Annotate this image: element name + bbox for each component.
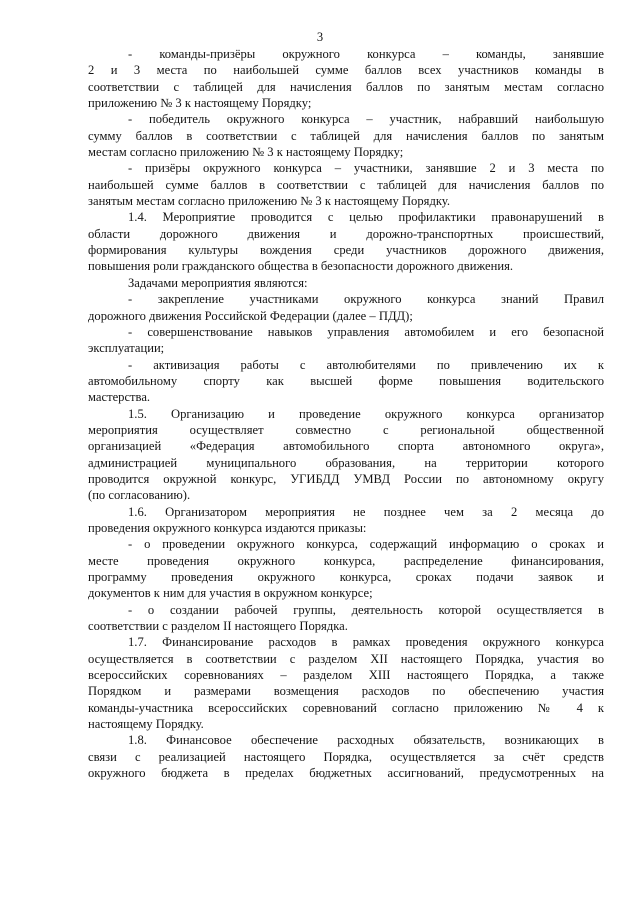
text-line: наибольшей сумме баллов в соответствии с таблицей для начисления баллов по xyxy=(88,177,604,192)
page-number: 3 xyxy=(316,30,324,44)
text-line: Порядком и размерами возмещения расходов по обеспечению участия xyxy=(88,684,604,699)
text-line: осуществляется в соответствии с разделом XII настоящего Порядка, участия во xyxy=(88,651,604,666)
text-line: - команды-призёры окружного конкурса – команды, занявшие xyxy=(128,47,604,61)
text-line: 1.5. Организацию и проведение окружного конкурса организатор xyxy=(128,406,604,421)
text-line: команды-участника всероссийских соревнований согласно приложению № 4 к xyxy=(88,700,604,715)
text-line: настоящему Порядку. xyxy=(88,717,204,732)
text-line: 1.4. Мероприятие проводится с целью профилактики правонарушений в xyxy=(128,210,604,225)
text-line: Задачами мероприятия являются: xyxy=(128,275,308,290)
text-line: - призёры окружного конкурса – участники, занявшие 2 и 3 места по xyxy=(128,161,604,176)
text-line: занятым местам согласно приложению № 3 к настоящему Порядку. xyxy=(88,194,450,209)
text-line: автомобильному спорту как высшей форме повышения водительского xyxy=(88,373,604,388)
text-line: месте проведения окружного конкурса, распределение финансирования, xyxy=(88,553,604,568)
text-line: 1.8. Финансовое обеспечение расходных обязательств, возникающих в xyxy=(128,733,604,748)
text-line: местам согласно приложению № 3 к настоящему Порядку; xyxy=(88,145,404,160)
text-line: - победитель окружного конкурса – участник, набравший наибольшую xyxy=(128,112,604,127)
text-line: (по согласованию). xyxy=(88,488,191,503)
text-line: организацией «Федерация автомобильного спорта автономного округа», xyxy=(88,439,604,454)
text-line: 2 и 3 места по наибольшей сумме баллов всех участников команды в xyxy=(88,63,604,78)
text-line: мероприятия осуществляет совместно с региональной общественной xyxy=(88,422,604,437)
text-line: проведения окружного конкурса издаются приказы: xyxy=(88,520,367,535)
text-line: приложению № 3 к настоящему Порядку; xyxy=(88,96,312,111)
text-line: - о создании рабочей группы, деятельность которой осуществляется в xyxy=(128,602,604,617)
text-line: сумму баллов в соответствии с таблицей для начисления баллов по занятым xyxy=(88,128,604,143)
text-line: 1.6. Организатором мероприятия не позднее чем за 2 месяца до xyxy=(128,504,604,519)
text-line: области дорожного движения и дорожно-транспортных происшествий, xyxy=(88,226,604,241)
text-line: мастерства. xyxy=(88,390,151,405)
text-line: соответствии с таблицей для начисления баллов по занятым местам согласно xyxy=(88,79,604,94)
text-line: эксплуатации; xyxy=(88,341,165,356)
text-line: администрацией муниципального образования, на территории которого xyxy=(88,455,604,470)
text-line: - о проведении окружного конкурса, содержащий информацию о сроках и xyxy=(128,537,604,552)
text-line: всероссийских соревнованиях – разделом XIII настоящего Порядка, а также xyxy=(88,668,604,683)
text-line: документов к ним для участия в окружном конкурсе; xyxy=(88,586,373,601)
text-line: формирования культуры вождения среди участников дорожного движения, xyxy=(88,243,604,258)
text-line: соответствии с разделом II настоящего Порядка. xyxy=(88,619,348,634)
text-line: дорожного движения Российской Федерации (далее – ПДД); xyxy=(88,308,413,323)
text-line: окружного бюджета в пределах бюджетных ассигнований, предусмотренных на xyxy=(88,766,604,781)
text-line: повышения роли гражданского общества в безопасности дорожного движения. xyxy=(88,259,514,274)
text-line: - совершенствование навыков управления автомобилем и его безопасной xyxy=(128,324,604,339)
text-line: - закрепление участниками окружного конкурса знаний Правил xyxy=(128,292,604,307)
text-line: 1.7. Финансирование расходов в рамках проведения окружного конкурса xyxy=(128,635,604,650)
text-line: программу проведения окружного конкурса, сроках подачи заявок и xyxy=(88,570,604,584)
text-line: связи с реализацией настоящего Порядка, осуществляется за счёт средств xyxy=(88,749,604,764)
text-line: - активизация работы с автолюбителями по привлечению их к xyxy=(128,357,604,372)
text-line: проводится окружной конкурс, УГИБДД УМВД России по автономному округу xyxy=(88,471,604,486)
document-body xyxy=(88,46,604,781)
